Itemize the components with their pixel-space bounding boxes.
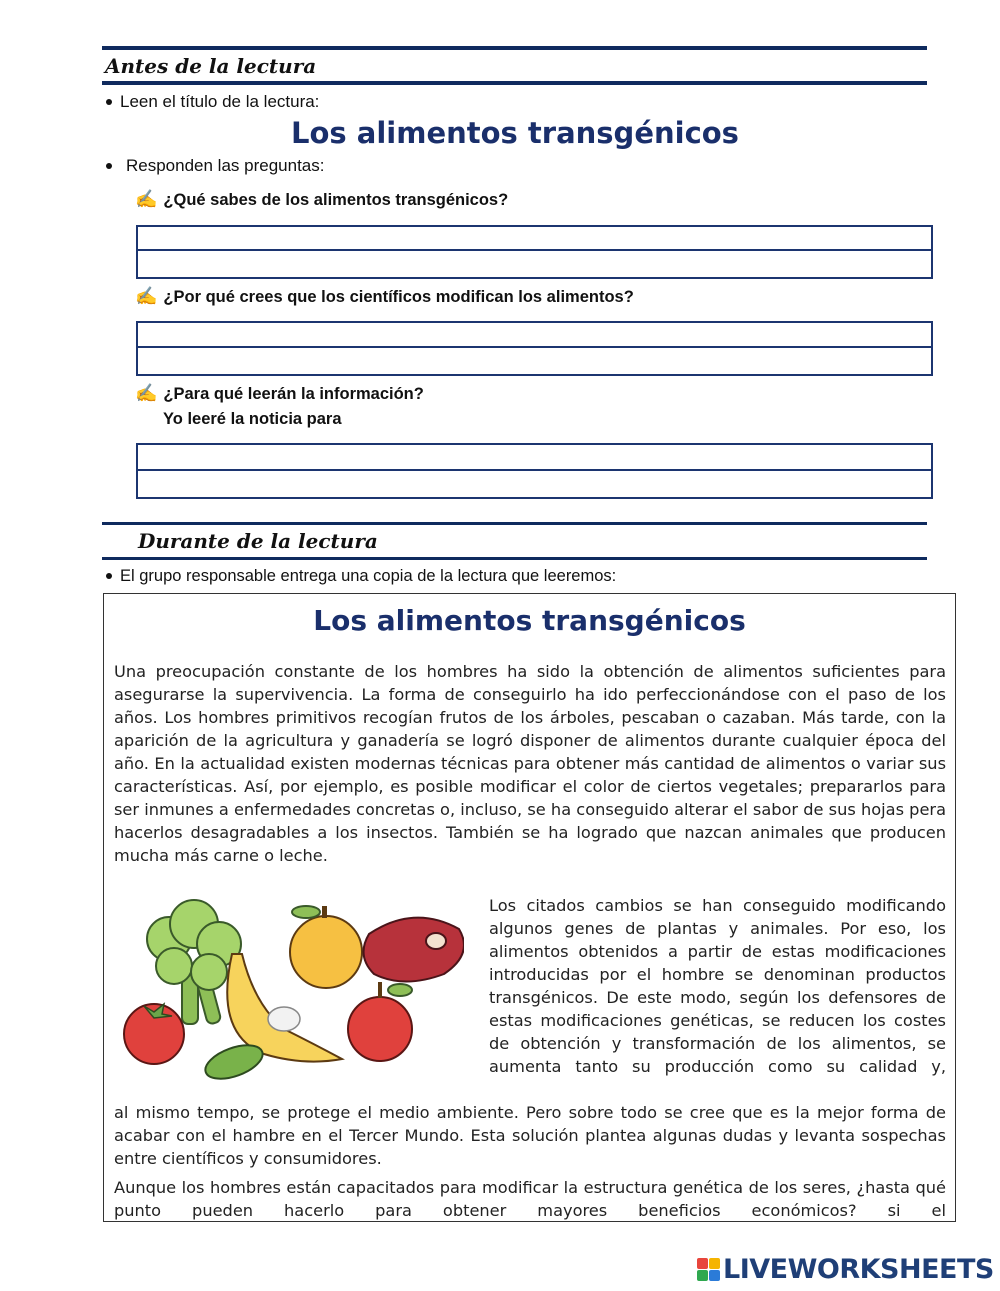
- liveworksheets-logo: [697, 1252, 994, 1286]
- answer-input-6[interactable]: [136, 471, 933, 499]
- paragraph-3: Aunque los hombres están capacitados para modificar la estructura genética de los seres, ¿hasta qué punto pueden hacerlo para obtener mayores beneficios económicos? si el: [114, 1178, 946, 1220]
- bullet-read-title: [106, 92, 319, 112]
- section-rule: [102, 81, 927, 85]
- writing-hand-icon: ✍: [135, 189, 158, 209]
- answer-input-1[interactable]: [136, 225, 933, 251]
- writing-hand-icon: ✍: [135, 286, 158, 306]
- paragraph-2a: Los citados cambios se han conseguido modificando algunos genes de plantas y animales. Por eso, los alimentos obtenidos a partir de estas modificaciones introducidas por el hombre se denominan productos transgénicos. De este modo, según los defensores de estas modificaciones genéticas, se reducen los costes de obtención y transformación de los alimentos, se aumenta tanto su producción como su calidad y,: [489, 896, 946, 1076]
- orange-icon: [290, 906, 362, 988]
- answer-input-2[interactable]: [136, 251, 933, 279]
- question-text: ¿Qué sabes de los alimentos transgénicos?: [163, 191, 509, 209]
- bullet-text: Leen el título de la lectura:: [120, 92, 320, 111]
- section-rule: [102, 522, 927, 525]
- section-title-before: Antes de la lectura: [105, 54, 317, 78]
- reading-title: Los alimentos transgénicos: [313, 604, 746, 637]
- logo-blocks-icon: [697, 1258, 720, 1281]
- food-illustration: [114, 894, 464, 1094]
- tomato-icon: [124, 1004, 184, 1064]
- section-title-during: Durante de la lectura: [138, 529, 378, 553]
- answer-input-5[interactable]: [136, 443, 933, 471]
- question-3-sub: Yo leeré la noticia para: [163, 410, 342, 428]
- bullet-dot: [106, 163, 112, 169]
- section-rule: [102, 557, 927, 560]
- page-title: Los alimentos transgénicos: [291, 116, 739, 150]
- question-2: [135, 286, 634, 307]
- paragraph-1: Una preocupación constante de los hombres ha sido la obtención de alimentos suficientes para asegurarse la supervivencia. La forma de conseguirlo ha ido perfeccionándose con el paso de los años. Los hombres primitivos recogían frutos de los árboles, pescaban o cazaban. Más tarde, con la aparición de la agricultura y ganadería se logró disponer de alimentos durante cualquier época del año. En la actualidad existen modernas técnicas para obtener más cantidad de alimentos o variar sus características. Así, por ejemplo, es posible modificar el color de ciertos vegetales; prepararlos para ser inmunes a enfermedades concretas o, incluso, se ha conseguido alterar el sabor de sus hojas pera hacerlos desagradables a los insectos. También se ha logrado que nazcan animales que producen mucha más carne o leche.: [114, 662, 946, 865]
- answer-input-3[interactable]: [136, 321, 933, 348]
- question-text: ¿Para qué leerán la información?: [163, 385, 424, 403]
- writing-hand-icon: ✍: [135, 383, 158, 403]
- reading-passage: [103, 593, 956, 1222]
- bullet-dot: [106, 573, 112, 579]
- apple-icon: [348, 982, 412, 1061]
- top-rule: [102, 46, 927, 50]
- question-1: [135, 189, 508, 210]
- question-3: [135, 383, 424, 404]
- bullet-text: Responden las preguntas:: [126, 156, 325, 175]
- paragraph-2b: al mismo tempo, se protege el medio ambiente. Pero sobre todo se cree que es la mejor forma de acabar con el hambre en el Tercer Mundo. Esta solución plantea algunas dudas y levanta sospechas entre científicos y consumidores.: [114, 1103, 946, 1168]
- question-text: ¿Por qué crees que los científicos modifican los alimentos?: [163, 288, 634, 306]
- bullet-group-copy: [106, 567, 616, 586]
- answer-input-4[interactable]: [136, 348, 933, 376]
- meat-icon: [364, 918, 464, 982]
- bullet-answer-questions: [106, 156, 324, 176]
- bullet-dot: [106, 99, 112, 105]
- bullet-text: El grupo responsable entrega una copia de la lectura que leeremos:: [120, 567, 617, 585]
- logo-text: LIVEWORKSHEETS: [723, 1253, 994, 1285]
